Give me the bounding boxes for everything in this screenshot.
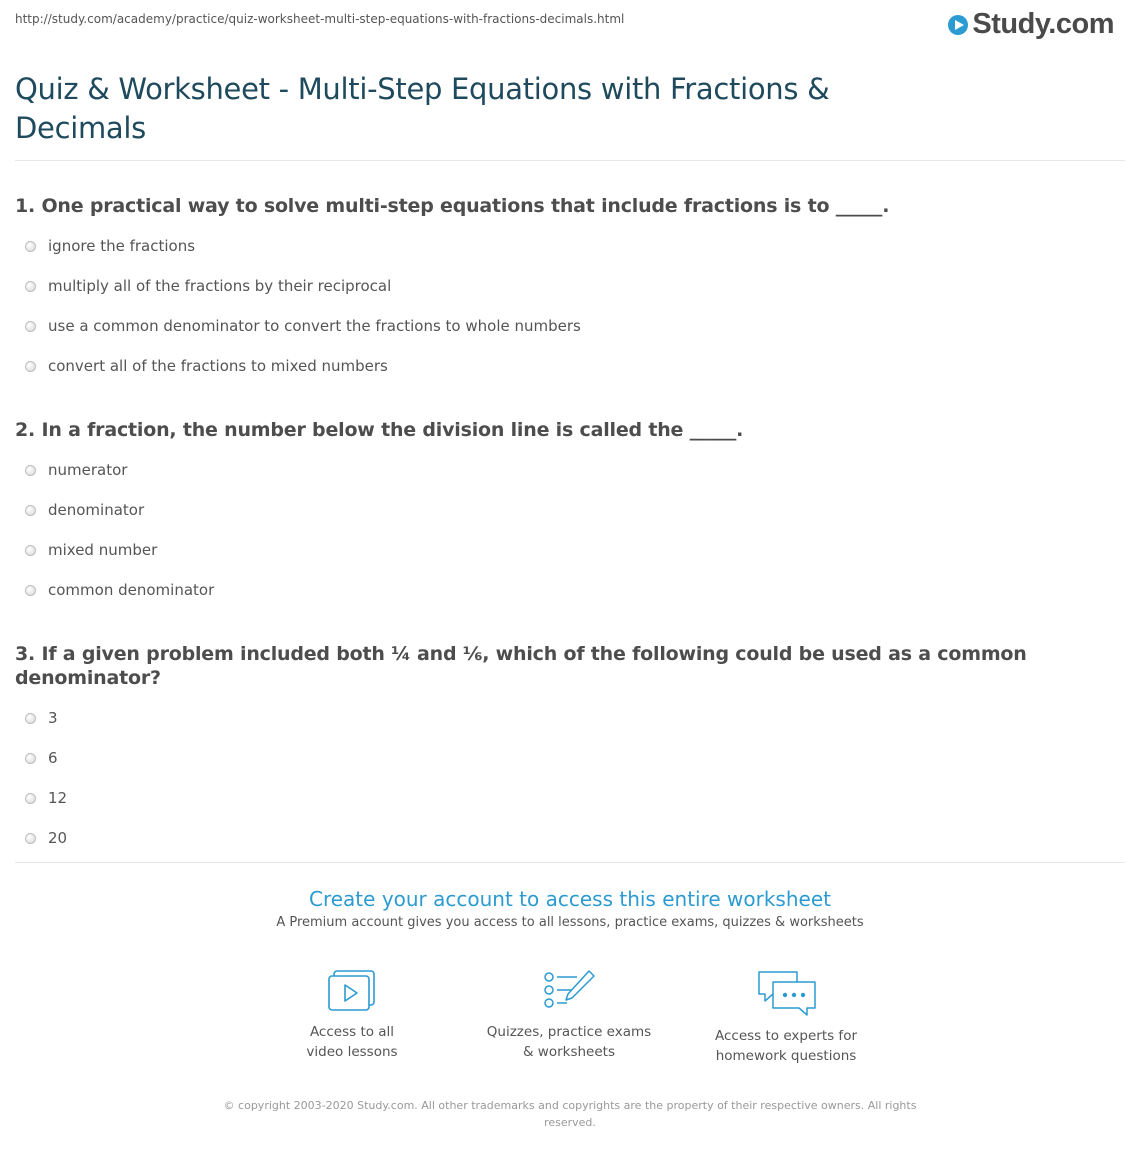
answer-option[interactable] (25, 570, 1125, 610)
copyright-notice: © copyright 2003-2020 Study.com. All other trademarks and copyrights are the property of their respective owners. All rights reserved. (223, 1099, 917, 1129)
feature-label: Quizzes, practice exams & worksheets (486, 1024, 652, 1060)
option-label: 3 (48, 709, 58, 727)
radio-button[interactable] (25, 505, 36, 516)
answer-option[interactable] (25, 530, 1125, 570)
option-label: denominator (48, 501, 145, 519)
answer-option[interactable] (25, 698, 1125, 738)
radio-button[interactable] (25, 241, 36, 252)
feature-label: Access to all video lessons (306, 1024, 398, 1060)
radio-button[interactable] (25, 545, 36, 556)
answer-option[interactable] (25, 346, 1125, 386)
radio-button[interactable] (25, 361, 36, 372)
radio-button[interactable] (25, 753, 36, 764)
chat-experts-icon (753, 968, 819, 1018)
cta-title-link[interactable]: Create your account to access this entire worksheet (309, 887, 831, 911)
radio-button[interactable] (25, 321, 36, 332)
video-lessons-icon (326, 968, 378, 1014)
answer-option[interactable] (25, 818, 1125, 858)
question-text: 2. In a fraction, the number below the division line is called the _____. (15, 419, 744, 441)
question-1 (15, 194, 1125, 386)
radio-button[interactable] (25, 833, 36, 844)
option-label: mixed number (48, 541, 158, 559)
option-label: use a common denominator to convert the fractions to whole numbers (48, 317, 581, 335)
page-title: Quiz & Worksheet - Multi-Step Equations with Fractions & Decimals (15, 72, 830, 145)
quiz-checklist-icon (541, 968, 597, 1014)
play-logo-icon (947, 14, 969, 36)
answer-option[interactable] (25, 226, 1125, 266)
answer-option[interactable] (25, 490, 1125, 530)
logo-text: Study.com (972, 8, 1114, 40)
section-divider (15, 862, 1125, 863)
radio-button[interactable] (25, 281, 36, 292)
answer-option[interactable] (25, 738, 1125, 778)
study-logo[interactable] (947, 8, 1114, 41)
feature-label: Access to experts for homework questions (714, 1028, 857, 1064)
question-text: 3. If a given problem included both ¼ and ⅙, which of the following could be used as a common denominator? (15, 643, 1027, 689)
option-label: convert all of the fractions to mixed numbers (48, 357, 388, 375)
question-3 (15, 642, 1125, 858)
feature-experts (696, 968, 876, 1066)
radio-button[interactable] (25, 713, 36, 724)
radio-button[interactable] (25, 793, 36, 804)
option-label: ignore the fractions (48, 237, 196, 255)
question-2 (15, 418, 1125, 610)
question-text: 1. One practical way to solve multi-step equations that include fractions is to _____. (15, 195, 890, 217)
option-label: multiply all of the fractions by their reciprocal (48, 277, 392, 295)
option-label: 12 (48, 789, 68, 807)
answer-option[interactable] (25, 778, 1125, 818)
signup-cta (0, 885, 1140, 930)
page-url: http://study.com/academy/practice/quiz-worksheet-multi-step-equations-with-fractions-decimals.html (15, 12, 625, 26)
radio-button[interactable] (25, 585, 36, 596)
feature-video-lessons (262, 968, 442, 1062)
answer-option[interactable] (25, 450, 1125, 490)
option-label: 6 (48, 749, 58, 767)
option-label: numerator (48, 461, 128, 479)
option-label: 20 (48, 829, 68, 847)
cta-subtitle: A Premium account gives you access to all lessons, practice exams, quizzes & worksheets (276, 915, 864, 930)
option-label: common denominator (48, 581, 215, 599)
feature-quizzes (479, 968, 659, 1062)
answer-option[interactable] (25, 266, 1125, 306)
title-divider (15, 160, 1125, 161)
radio-button[interactable] (25, 465, 36, 476)
answer-option[interactable] (25, 306, 1125, 346)
